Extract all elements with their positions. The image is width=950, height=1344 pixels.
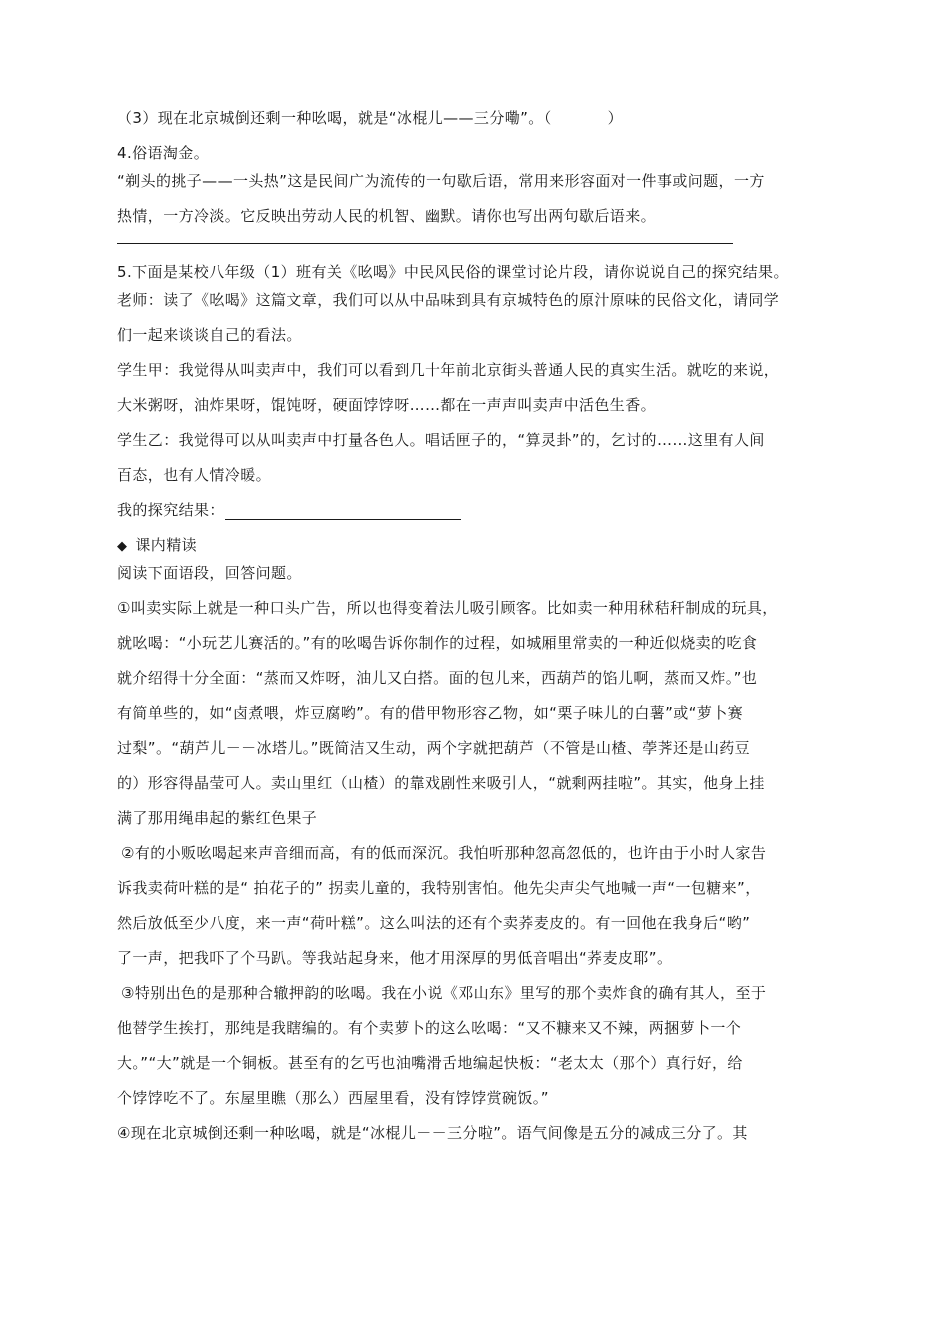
question-3-text: （3）现在北京城倒还剩一种吆喝，就是“冰棍儿——三分嘞”。（ [117,109,552,127]
paragraph-3-line-2: 他替学生挨打，那纯是我瞎编的。有个卖萝卜的这么吆喝：“又不糠来又不辣，两捆萝卜一个 [117,1019,742,1037]
paragraph-1-line-7: 满了那用绳串起的紫红色果子 [117,809,318,827]
paragraph-1-line-3: 就介绍得十分全面：“蒸而又炸呀，油儿又白搭。面的包儿来，西葫芦的馅儿啊，蒸而又炸。”也 [117,669,758,687]
closing-paren: ） [607,109,623,127]
question-4-body-line-1: “剃头的挑子——一头热”这是民间广为流传的一句歇后语，常用来形容面对一件事或问题，一方 [117,172,765,190]
my-result-line [117,500,843,535]
paragraph-1-line-1: ①叫卖实际上就是一种口头广告，所以也得变着法儿吸引顾客。比如卖一种用秫秸秆制成的玩具， [117,599,778,617]
paragraph-4-line-1: ④现在北京城倒还剩一种吆喝，就是“冰棍儿－－三分啦”。语气间像是五分的减成三分了。其 [117,1124,748,1142]
paragraph-1-line-5: 过梨”。“葫芦儿－－冰塔儿。”既简洁又生动，两个字就把葫芦（不管是山楂、荸荠还是山药豆 [117,739,751,757]
paragraph-3-line-4: 个饽饽吃不了。东屋里瞧（那么）西屋里看，没有饽饽赏碗饭。” [117,1089,549,1107]
paragraph-1-line-2: 就吆喝：“小玩艺儿赛活的。”有的吆喝告诉你制作的过程，如城厢里常卖的一种近似烧卖的吃食 [117,634,758,652]
question-4-body-line-2: 热情，一方冷淡。它反映出劳动人民的机智、幽默。请你也写出两句歇后语来。 [117,207,657,225]
paragraph-3-line-1: ③特别出色的是那种合辙押韵的吆喝。我在小说《邓山东》里写的那个卖炸食的确有其人，至于 [121,984,767,1002]
answer-line[interactable] [117,243,733,244]
student-a-line-2: 大米粥呀，油炸果呀，馄饨呀，硬面饽饽呀……都在一声声叫卖声中活色生香。 [117,396,657,414]
diamond-icon: ◆ [117,539,128,554]
paragraph-1-line-4: 有简单些的，如“卤煮喂，炸豆腐哟”。有的借甲物形容乙物，如“栗子味儿的白薯”或“萝卜赛 [117,704,744,722]
section-heading [117,535,843,563]
instruction-line: 阅读下面语段，回答问题。 [117,564,302,582]
my-result-blank[interactable] [225,503,461,520]
paragraph-2-line-3: 然后放低至少八度，来一声“荷叶糕”。这么叫法的还有个卖荞麦皮的。有一回他在我身后“哟” [117,914,751,932]
paragraph-3-line-3: 大。”“大”就是一个铜板。甚至有的乞丐也油嘴滑舌地编起快板：“老太太（那个）真行好，给 [117,1054,743,1072]
paragraph-1-line-6: 的）形容得晶莹可人。卖山里红（山楂）的靠戏剧性来吸引人，“就剩两挂啦”。其实，他身上挂 [117,774,765,792]
section-heading-text: 课内精读 [135,536,198,554]
paragraph-2-line-2: 诉我卖荷叶糕的是“ 拍花子的” 拐卖儿童的，我特别害怕。他先尖声尖气地喊一声“一包糖来”， [117,879,761,897]
question-4-title: 4.俗语淘金。 [117,144,210,162]
paragraph-2-line-1: ②有的小贩吆喝起来声音细而高，有的低而深沉。我怕听那种忽高忽低的，也许由于小时人家告 [121,844,767,862]
document-page [117,108,843,1158]
paragraph-2-line-4: 了一声，把我吓了个马趴。等我站起身来，他才用深厚的男低音唱出“荞麦皮耶”。 [117,949,673,967]
student-a-line-1: 学生甲：我觉得从叫卖声中，我们可以看到几十年前北京街头普通人民的真实生活。就吃的来说， [117,361,780,379]
question-5-title: 5.下面是某校八年级（1）班有关《吆喝》中民风民俗的课堂讨论片段，请你说说自己的探究结果。 [117,263,789,281]
my-result-label: 我的探究结果： [117,501,225,519]
question-3-line [117,108,843,143]
teacher-line-1: 老师：读了《吆喝》这篇文章，我们可以从中品味到具有京城特色的原汁原味的民俗文化，请同学 [117,291,780,309]
student-b-line-2: 百态，也有人情冷暖。 [117,466,272,484]
student-b-line-1: 学生乙：我觉得可以从叫卖声中打量各色人。唱话匣子的，“算灵卦”的，乞讨的……这里有人间 [117,431,765,449]
teacher-line-2: 们一起来谈谈自己的看法。 [117,326,302,344]
